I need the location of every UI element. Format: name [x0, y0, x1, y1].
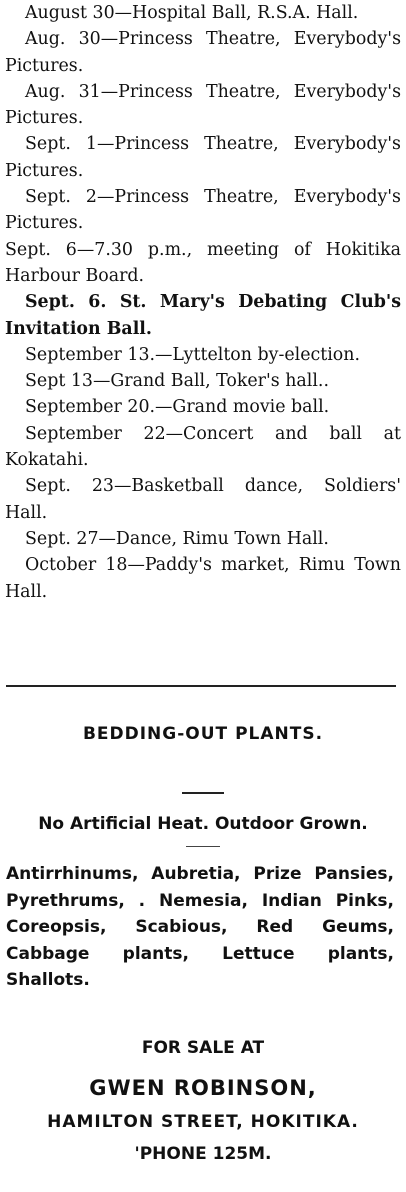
event-entry: September 13.—Lyttelton by-election.	[25, 344, 360, 365]
event-entry: August 30—Hospital Ball, R.S.A. Hall.	[25, 3, 359, 23]
plants-advertisement	[0, 712, 406, 1164]
ad-title: BEDDING-OUT PLANTS.	[82, 724, 324, 744]
ad-phone: 'PHONE 125M.	[134, 1143, 272, 1164]
event-entry: Sept. 23—Basketball dance, Soldiers' Hall.	[5, 476, 401, 523]
ad-for-sale: FOR SALE AT	[141, 1037, 265, 1058]
event-entry: Aug. 31—Princess Theatre, Everybody's Pictures.	[5, 81, 401, 129]
event-entry: Sept. 6. St. Mary's Debating Club's Invitation Ball.	[5, 292, 401, 339]
event-entry: Sept. 2—Princess Theatre, Everybody's Pictures.	[5, 187, 401, 234]
event-entry: Sept. 1—Princess Theatre, Everybody's Pictures.	[5, 134, 401, 181]
event-entry: October 18—Paddy's market, Rimu Town Hall.	[5, 555, 401, 602]
ad-subtitle: No Artificial Heat. Outdoor Grown.	[38, 814, 368, 834]
ad-street: HAMILTON STREET, HOKITIKA.	[47, 1111, 359, 1132]
section-divider	[6, 685, 396, 687]
event-entry: September 20.—Grand movie ball.	[25, 397, 330, 418]
ad-divider	[182, 792, 224, 794]
event-entry: Sept. 6—7.30 p.m., meeting of Hokitika Harbour Board.	[5, 239, 401, 286]
event-entry: Aug. 30—Princess Theatre, Everybody's Pictures.	[5, 29, 401, 76]
event-entry: Sept 13—Grand Ball, Toker's hall..	[25, 371, 329, 392]
event-entry: September 22—Concert and ball at Kokatahi.	[5, 423, 401, 471]
ad-seller-name: GWEN ROBINSON,	[89, 1075, 317, 1100]
ad-body: Antirrhinums, Aubretia, Prize Pansies, Pyrethrums, . Nemesia, Indian Pinks, Coreopsis, Scabious, Red Geums, Cabbage plants, Lettuce plants, Shallots.	[6, 864, 394, 990]
event-entry: Sept. 27—Dance, Rimu Town Hall.	[25, 528, 329, 549]
